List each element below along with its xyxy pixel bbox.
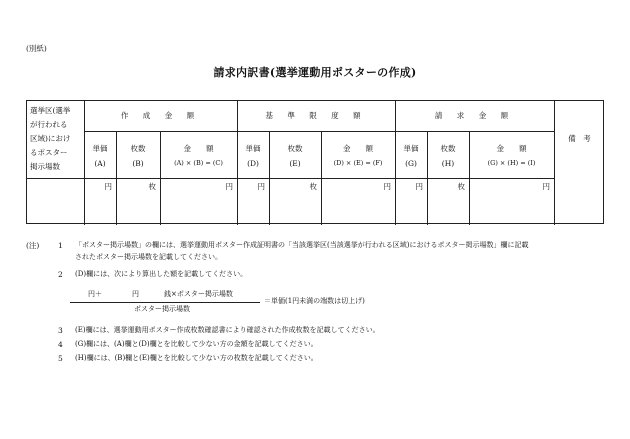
unit-a: 円 [104, 182, 112, 191]
note-4-number: 4 [58, 340, 63, 349]
remarks-header: 備 考 [568, 134, 591, 143]
formula-result: ＝単価(1円未満の端数は切上げ) [264, 297, 365, 305]
group-header-standard-limit: 基 準 限 度 額 [265, 111, 367, 120]
subheader-title-g: 単価 [403, 144, 419, 153]
subheader-title-d: 単価 [245, 144, 261, 153]
first-col-line-2: が行われる [30, 120, 68, 129]
first-col-line-4: るポスター [30, 148, 68, 157]
subheader-title-c: 金 額 [183, 144, 214, 153]
first-col-line-3: 区域)におけ [30, 134, 71, 143]
subheader-code-d: (D) [247, 159, 259, 168]
formula-denominator: ポスター掲示場数 [134, 305, 190, 313]
subheader-title-f: 金 額 [343, 144, 373, 153]
subheader-code-b: (B) [132, 159, 144, 168]
unit-e: 枚 [309, 182, 317, 191]
first-col-line-1: 選挙区(選挙 [30, 106, 71, 115]
note-4-text: (G)欄には、(A)欄と(D)欄とを比較して少ない方の金額を記載してください。 [75, 340, 318, 348]
note-1-line-1: 「ポスター掲示場数」の欄には、選挙運動用ポスター作成証明書の「当該選挙区(当該選挙が行われる区域)におけるポスター掲示場数」欄に記載 [75, 241, 529, 249]
formula-fraction-bar [70, 302, 260, 303]
subheader-code-c: (A) × (B) = (C) [174, 159, 223, 167]
formula-num-sen: 銭×ポスター掲示場数 [164, 290, 233, 298]
subheader-title-e: 枚数 [287, 144, 303, 153]
invoice-breakdown-table [26, 100, 604, 224]
subheader-code-e: (E) [289, 159, 301, 168]
note-1-line-2: されたポスター掲示場数を記載してください。 [75, 253, 222, 261]
unit-c: 円 [225, 182, 233, 191]
first-col-line-5: 掲示場数 [30, 162, 60, 171]
subheader-code-g: (G) [405, 159, 417, 168]
subheader-title-i: 金 額 [496, 144, 527, 153]
note-3-text: (E)欄には、選挙運動用ポスター作成枚数確認書により確認された作成枚数を記載してください。 [75, 326, 380, 334]
unit-g: 円 [415, 182, 423, 191]
subheader-code-f: (D) × (E) = (F) [333, 159, 383, 167]
note-2-number: 2 [58, 270, 63, 279]
group-header-creation-amount: 作 成 金 額 [120, 111, 201, 120]
subheader-title-a: 単価 [92, 144, 108, 153]
note-2-text: (D)欄には、次により算出した額を記載してください。 [75, 270, 248, 278]
formula-num-yen-plus: 円＋ [88, 290, 102, 298]
subheader-title-h: 枚数 [440, 144, 456, 153]
note-1-number: 1 [58, 241, 63, 250]
note-3-number: 3 [58, 326, 63, 335]
subheader-code-h: (H) [441, 159, 455, 168]
unit-d: 円 [257, 182, 265, 191]
subheader-code-a: (A) [94, 159, 106, 168]
notes-prefix: (注) [26, 241, 40, 250]
subheader-code-i: (G) × (H) = (I) [487, 159, 536, 167]
unit-i: 円 [542, 182, 550, 191]
group-header-claim-amount: 請 求 金 額 [434, 111, 515, 120]
unit-f: 円 [383, 182, 391, 191]
formula-num-yen: 円 [132, 290, 139, 298]
unit-h: 枚 [457, 182, 465, 191]
subheader-title-b: 枚数 [130, 144, 146, 153]
document-title: 請求内訳書(選挙運動用ポスターの作成) [213, 66, 417, 79]
document-label: (別紙) [26, 44, 47, 53]
unit-b: 枚 [148, 182, 156, 191]
note-5-number: 5 [58, 354, 63, 363]
note-5-text: (H)欄には、(B)欄と(E)欄とを比較して少ない方の枚数を記載してください。 [75, 354, 318, 362]
